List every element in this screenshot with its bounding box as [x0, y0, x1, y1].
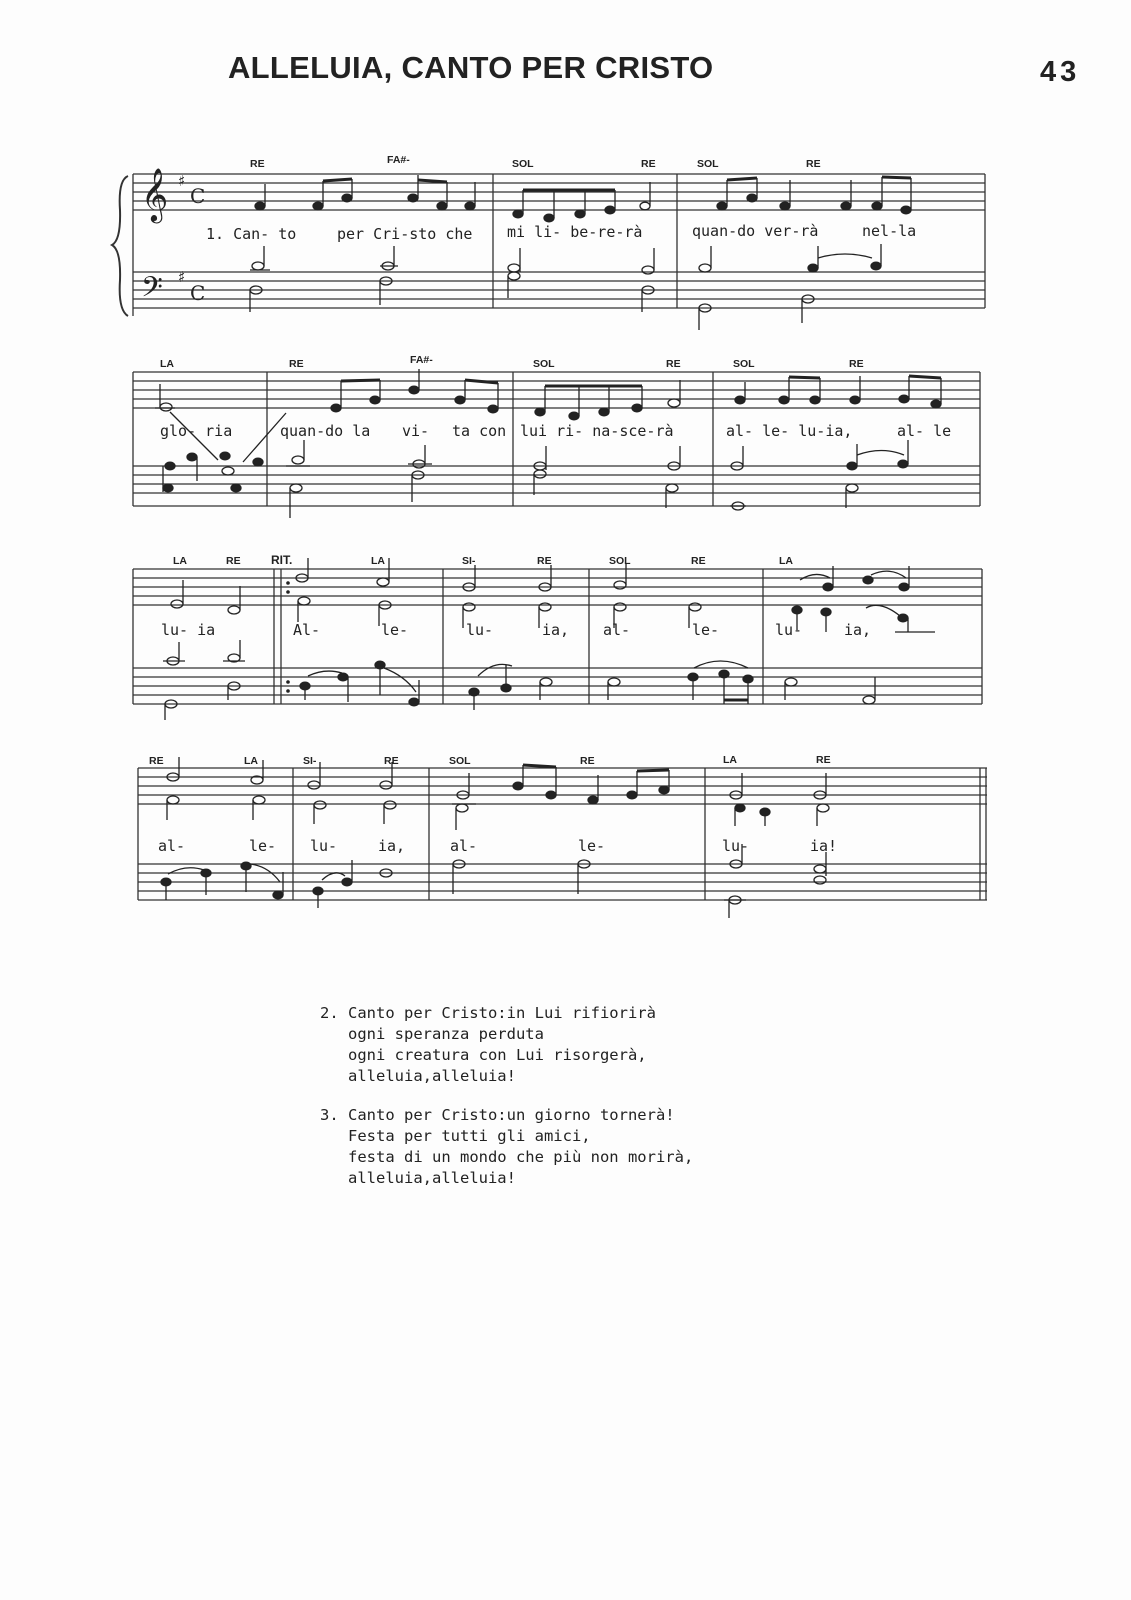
lyric-syllable: le-: [578, 837, 606, 855]
chord-label: RE: [537, 555, 552, 567]
chord-label: SOL: [733, 358, 755, 370]
chord-label: LA: [371, 555, 385, 567]
chord-label: RE: [149, 755, 164, 767]
verse-line: 3. Canto per Cristo:un giorno tornerà!: [320, 1106, 675, 1124]
chord-label: RE: [289, 358, 304, 370]
verse-line: alleluia,alleluia!: [348, 1169, 516, 1187]
chord-label: RE: [806, 158, 821, 170]
svg-text:C: C: [190, 281, 206, 305]
svg-text:𝄢: 𝄢: [141, 271, 163, 311]
page-number: 43: [1040, 56, 1081, 88]
svg-text:♯: ♯: [178, 268, 186, 286]
chord-label: SOL: [512, 158, 534, 170]
lyric-syllable: le-: [249, 837, 277, 855]
chord-label: LA: [160, 358, 174, 370]
chord-label: SI-: [462, 555, 476, 567]
svg-text:C: C: [190, 184, 206, 208]
lyric-syllable: nel-la: [862, 222, 917, 240]
lyric-syllable: quan-do ver-rà: [692, 222, 819, 240]
chord-label: FA#-: [387, 154, 410, 166]
lyric-syllable: ta con: [452, 422, 507, 440]
lyric-syllable: glo- ria: [160, 422, 233, 440]
lyric-syllable: per Cri-sto che: [337, 225, 473, 243]
lyric-syllable: ia,: [378, 837, 406, 855]
chord-label: RE: [384, 755, 399, 767]
verse-line: Festa per tutti gli amici,: [348, 1127, 591, 1145]
verse-line: 2. Canto per Cristo:in Lui rifiorirà: [320, 1004, 656, 1022]
lyric-syllable: al-: [158, 837, 186, 855]
lyric-syllable: lui ri- na-sce-rà: [520, 422, 674, 440]
lyric-syllable: ia,: [542, 621, 570, 639]
chord-label: SI-: [303, 755, 317, 767]
lyric-syllable: quan-do la: [280, 422, 371, 440]
lyric-syllable: lu- ia: [161, 621, 216, 639]
chord-label: RE: [580, 755, 595, 767]
lyric-syllable: mi li- be-re-rà: [507, 223, 643, 241]
lyric-syllable: al- le- lu-ia,: [726, 422, 853, 440]
chord-label: RE: [226, 555, 241, 567]
verse-3: [320, 1105, 693, 1189]
verse-2: [320, 1003, 693, 1087]
lyric-syllable: 1. Can- to: [206, 225, 297, 243]
chord-label: RE: [816, 754, 831, 766]
chord-label: RE: [849, 358, 864, 370]
verse-line: ogni creatura con Lui risorgerà,: [348, 1046, 647, 1064]
chord-label: RE: [641, 158, 656, 170]
additional-verses: [320, 1003, 693, 1207]
page-title: ALLELUIA, CANTO PER CRISTO: [228, 50, 714, 85]
lyric-syllable: Al-: [293, 621, 321, 639]
chord-label: LA: [244, 755, 258, 767]
lyric-syllable: le-: [692, 621, 720, 639]
svg-text:♯: ♯: [178, 172, 186, 190]
verse-line: festa di un mondo che più non morirà,: [348, 1148, 694, 1166]
chord-label: FA#-: [410, 354, 433, 366]
chord-label: SOL: [609, 555, 631, 567]
lyric-syllable: al- le: [897, 422, 952, 440]
lyric-syllable: lu-: [775, 621, 803, 639]
lyric-syllable: ia,: [844, 621, 872, 639]
chord-label: SOL: [533, 358, 555, 370]
lyric-syllable: le-: [381, 621, 409, 639]
lyric-syllable: lu-: [310, 837, 338, 855]
chord-label: RE: [691, 555, 706, 567]
chord-label: SOL: [697, 158, 719, 170]
chord-label: RIT.: [271, 553, 293, 567]
lyric-syllable: al-: [603, 621, 631, 639]
verse-line: alleluia,alleluia!: [348, 1067, 516, 1085]
chord-label: SOL: [449, 755, 471, 767]
lyric-syllable: lu-: [466, 621, 494, 639]
lyric-syllable: lu-: [722, 837, 750, 855]
lyric-syllable: ia!: [810, 837, 838, 855]
chord-label: RE: [666, 358, 681, 370]
chord-label: LA: [779, 555, 793, 567]
chord-label: RE: [250, 158, 265, 170]
lyric-syllable: al-: [450, 837, 478, 855]
chord-label: LA: [173, 555, 187, 567]
lyric-syllable: vi-: [402, 422, 430, 440]
chord-label: LA: [723, 754, 737, 766]
svg-text:𝄞: 𝄞: [141, 167, 169, 221]
verse-line: ogni speranza perduta: [348, 1025, 544, 1043]
